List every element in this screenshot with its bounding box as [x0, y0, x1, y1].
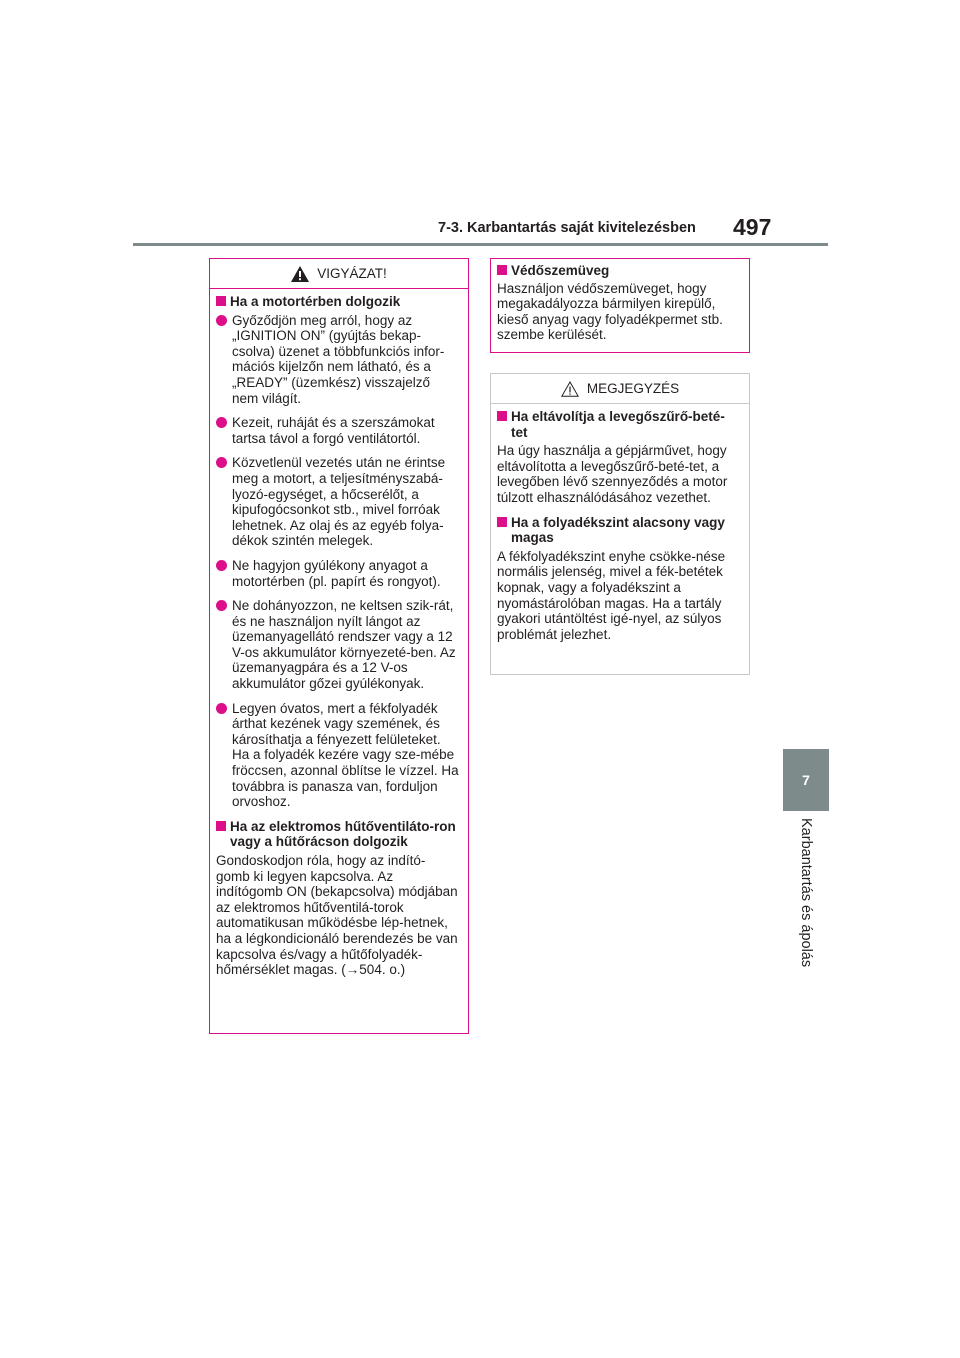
round-bullet-icon: [216, 560, 227, 571]
note-header: [491, 374, 749, 404]
caution-bullet: Győződjön meg arról, hogy az „IGNITION ON” (gyújtás bekap-csolva) üzenet a többfunkciós infor-mációs kijelzőn nem látható, és a „READY” (üzemkész) visszajelző nem világít.: [216, 313, 459, 407]
caution-body: [210, 289, 468, 978]
caution-bullet: Kezeit, ruháját és a szerszámokat tartsa távol a forgó ventilátortól.: [216, 415, 459, 446]
goggles-body: [491, 259, 749, 343]
caution-section2-heading: Ha az elektromos hűtőventiláto-ron vagy a hűtőrácson dolgozik: [216, 819, 459, 850]
square-bullet-icon: [216, 821, 226, 831]
caution-box: [209, 258, 469, 1034]
note-section2-text: A fékfolyadékszint enyhe csökke-nése normális jelenség, mivel a fék-betétek kopnak, vagy a folyadékszint a nyomástárolóban magas. Ha a tartály gyakori utántöltést igé-nyel, az súlyos problémát jelezhet.: [497, 548, 726, 642]
note-body: [491, 404, 749, 642]
square-bullet-icon: [497, 517, 507, 527]
round-bullet-icon: [216, 703, 227, 714]
caution-bullet: Ne hagyjon gyúlékony anyagot a motortérben (pl. papírt és rongyot).: [216, 558, 459, 589]
square-bullet-icon: [216, 296, 226, 306]
round-bullet-icon: [216, 457, 227, 468]
caution-section1-heading: Ha a motortérben dolgozik: [216, 294, 459, 310]
goggles-heading: Védőszemüveg: [497, 263, 740, 279]
header-divider: [133, 243, 828, 246]
caution-title: VIGYÁZAT!: [317, 266, 387, 281]
note-section1-text: Ha úgy használja a gépjárművet, hogy eltávolította a levegőszűrő-beté-tet, a levegőben lévő szennyeződés a motor túlzott elhasználódásához vezethet.: [497, 443, 728, 505]
round-bullet-icon: [216, 600, 227, 611]
square-bullet-icon: [497, 265, 507, 275]
chapter-number: 7: [802, 772, 810, 788]
goggles-text: Használjon védőszemüveget, hogy megakadályozza bármilyen kirepülő, kieső anyag vagy folyadékpermet stb. szembe kerülését.: [497, 280, 723, 343]
square-bullet-icon: [497, 411, 507, 421]
caution-header: [210, 259, 468, 289]
note-section2-heading: Ha a folyadékszint alacsony vagy magas: [497, 515, 740, 546]
round-bullet-icon: [216, 315, 227, 326]
note-title: MEGJEGYZÉS: [586, 381, 680, 396]
warning-outline-icon: [561, 381, 579, 397]
caution-bullet: Legyen óvatos, mert a fékfolyadék árthat kezének vagy szemének, és károsíthatja a fényezett felületeket. Ha a folyadék kezére vagy sze-mébe fröccsen, azonnal öblítse le vízzel. Ha továbbra is panasza van, forduljon orvoshoz.: [216, 701, 459, 810]
chapter-tab: [783, 749, 829, 811]
note-box: [490, 373, 750, 675]
page-number: 497: [733, 214, 772, 240]
section-title: 7-3. Karbantartás saját kivitelezésben: [438, 220, 696, 236]
warning-triangle-icon: [291, 266, 309, 282]
round-bullet-icon: [216, 417, 227, 428]
caution-bullet: Közvetlenül vezetés után ne érintse meg a motort, a teljesítményszabá-lyozó-egységet, a hőcserélőt, a kipufogócsonkot stb., mivel forróak lehetnek. Az olaj és az egyéb folya-dékok szintén melegek.: [216, 455, 459, 549]
chapter-title: Karbantartás és ápolás: [798, 818, 814, 968]
caution-section2-text: Gondoskodjon róla, hogy az indító-gomb ki legyen kapcsolva. Az indítógomb ON (bekapcsolva) módjában az elektromos hűtőventilá-torok automatikusan működésbe lép-hetnek, ha a légkondicionáló berendezés be van kapcsolva és/vagy a hűtőfolyadék-hőmérséklet magas. (→504. o.): [216, 853, 458, 978]
goggles-box: [490, 258, 750, 353]
note-section1-heading: Ha eltávolítja a levegőszűrő-beté-tet: [497, 409, 740, 440]
caution-bullet: Ne dohányozzon, ne keltsen szik-rát, és ne használjon nyílt lángot az üzemanyagellátó rendszer vagy a 12 V-os akkumulátor környezeté-ben. Az üzemanyagpára és a 12 V-os akkumulátor gőzei gyúlékonyak.: [216, 598, 459, 692]
